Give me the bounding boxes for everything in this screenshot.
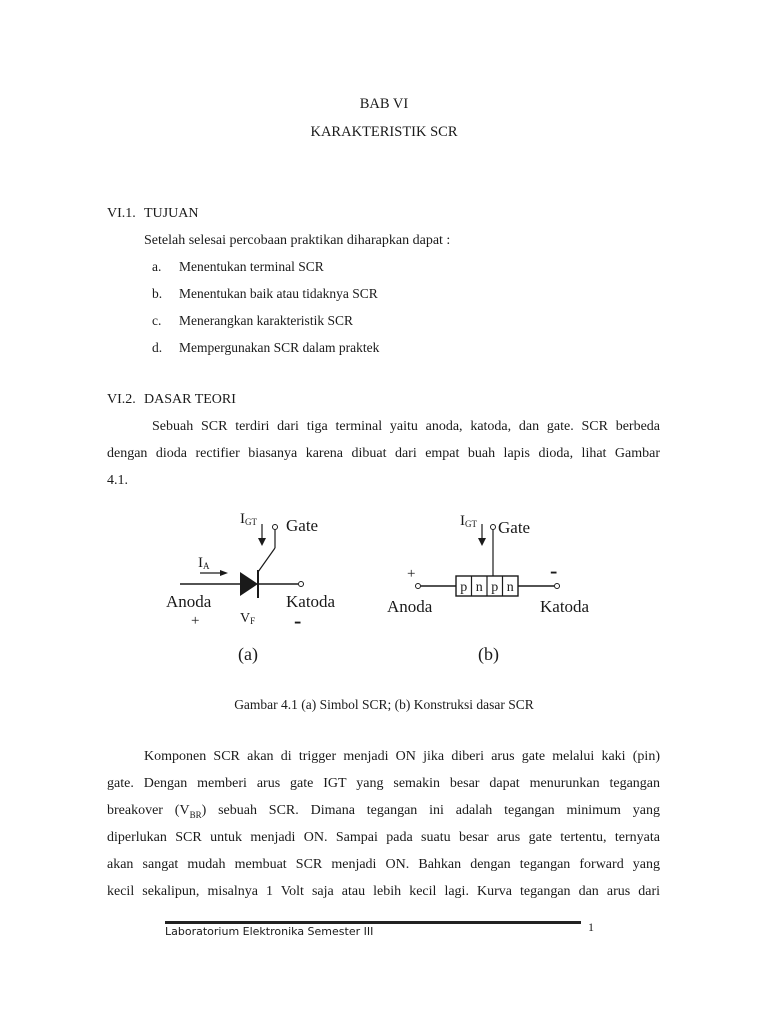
minus-sign: - bbox=[550, 558, 558, 583]
anoda-label: Anoda bbox=[387, 597, 433, 616]
vf-label: VF bbox=[240, 611, 256, 626]
list-text: Menentukan terminal SCR bbox=[179, 259, 324, 274]
paragraph-line: dengan dioda rectifier biasanya karena dibuat dari empat buah lapis dioda, lihat Gambar bbox=[107, 446, 660, 461]
igt-arrowhead bbox=[478, 538, 486, 546]
chapter-title: KARAKTERISTIK SCR bbox=[310, 124, 458, 140]
igt-arrowhead bbox=[258, 538, 266, 546]
list-marker: d. bbox=[152, 340, 163, 355]
layer-p2: p bbox=[491, 580, 499, 595]
gate-terminal bbox=[491, 525, 496, 530]
paragraph-line: breakover $(V_{BR})$ sebuah SCR. Dimana tegangan ini adalah tegangan minimum yang bbox=[107, 803, 660, 820]
plus-sign: + bbox=[191, 613, 200, 629]
list-text: Menentukan baik atau tidaknya SCR bbox=[179, 286, 378, 301]
igt-label: IGT bbox=[240, 511, 257, 527]
chapter-number: BAB VI bbox=[359, 96, 409, 112]
layer-n2: n bbox=[506, 580, 514, 595]
anode-terminal bbox=[416, 584, 421, 589]
section-heading-tujuan bbox=[107, 206, 198, 222]
paragraph-line: gate. Dengan memberi arus gate IGT yang semakin besar dapat menurunkan tegangan bbox=[107, 776, 660, 791]
section-title: TUJUAN bbox=[144, 206, 199, 221]
diode-triangle bbox=[240, 572, 258, 596]
ia-label: IA bbox=[198, 555, 210, 571]
paragraph-line: Sebuah SCR terdiri dari tiga terminal yaitu anoda, katoda, dan gate. SCR berbeda bbox=[152, 419, 660, 434]
gate-label: Gate bbox=[286, 516, 319, 535]
list-item bbox=[152, 340, 379, 356]
gate-lead-diagonal bbox=[258, 548, 275, 572]
anoda-label: Anoda bbox=[166, 592, 212, 611]
list-marker: a. bbox=[152, 259, 162, 274]
list-text: Menerangkan karakteristik SCR bbox=[179, 313, 353, 328]
minus-sign: - bbox=[294, 608, 302, 633]
cathode-terminal bbox=[555, 584, 560, 589]
ia-arrowhead bbox=[220, 570, 228, 576]
list-marker: c. bbox=[152, 313, 162, 328]
footer-rule bbox=[165, 921, 581, 924]
scr-construction-figure bbox=[380, 500, 610, 670]
list-item bbox=[152, 259, 324, 275]
igt-label: IGT bbox=[460, 513, 477, 529]
list-item bbox=[152, 286, 378, 302]
scr-symbol-figure bbox=[160, 500, 360, 670]
plus-sign: + bbox=[407, 566, 416, 582]
cathode-terminal bbox=[299, 582, 304, 587]
section-title: DASAR TEORI bbox=[144, 392, 236, 407]
list-marker: b. bbox=[152, 286, 163, 301]
paragraph-line: Komponen SCR akan di trigger menjadi ON jika diberi arus gate melalui kaki (pin) bbox=[144, 749, 660, 764]
paragraph-line: akan sangat mudah membuat SCR menjadi ON. Bahkan dengan tegangan forward yang bbox=[107, 857, 660, 872]
figure-label-b: (b) bbox=[478, 644, 499, 664]
list-text: Mempergunakan SCR dalam praktek bbox=[179, 340, 380, 355]
list-item bbox=[152, 313, 353, 329]
section-number: VI.2. bbox=[107, 392, 136, 407]
layer-p1: p bbox=[460, 580, 468, 595]
gate-terminal bbox=[273, 525, 278, 530]
layer-n1: n bbox=[475, 580, 483, 595]
paragraph-line: kecil sekalipun, misalnya 1 Volt saja atau lebih kecil lagi. Kurva tegangan dan arus dari bbox=[107, 884, 660, 899]
katoda-label: Katoda bbox=[286, 592, 336, 611]
gate-label: Gate bbox=[498, 518, 531, 537]
katoda-label: Katoda bbox=[540, 597, 590, 616]
tujuan-intro: Setelah selesai percobaan praktikan diharapkan dapat : bbox=[144, 233, 451, 248]
page-number: 1 bbox=[588, 920, 594, 934]
section-number: VI.1. bbox=[107, 206, 136, 221]
paragraph-line: 4.1. bbox=[107, 473, 128, 488]
paragraph-line: diperlukan SCR untuk menjadi ON. Sampai pada suatu besar arus gate tertentu, ternyata bbox=[107, 830, 660, 845]
footer-text: Laboratorium Elektronika Semester III bbox=[165, 925, 374, 938]
figure-label-a: (a) bbox=[238, 644, 258, 664]
figure-caption: Gambar 4.1 (a) Simbol SCR; (b) Konstruksi dasar SCR bbox=[234, 697, 534, 712]
section-heading-dasar-teori bbox=[107, 392, 236, 408]
